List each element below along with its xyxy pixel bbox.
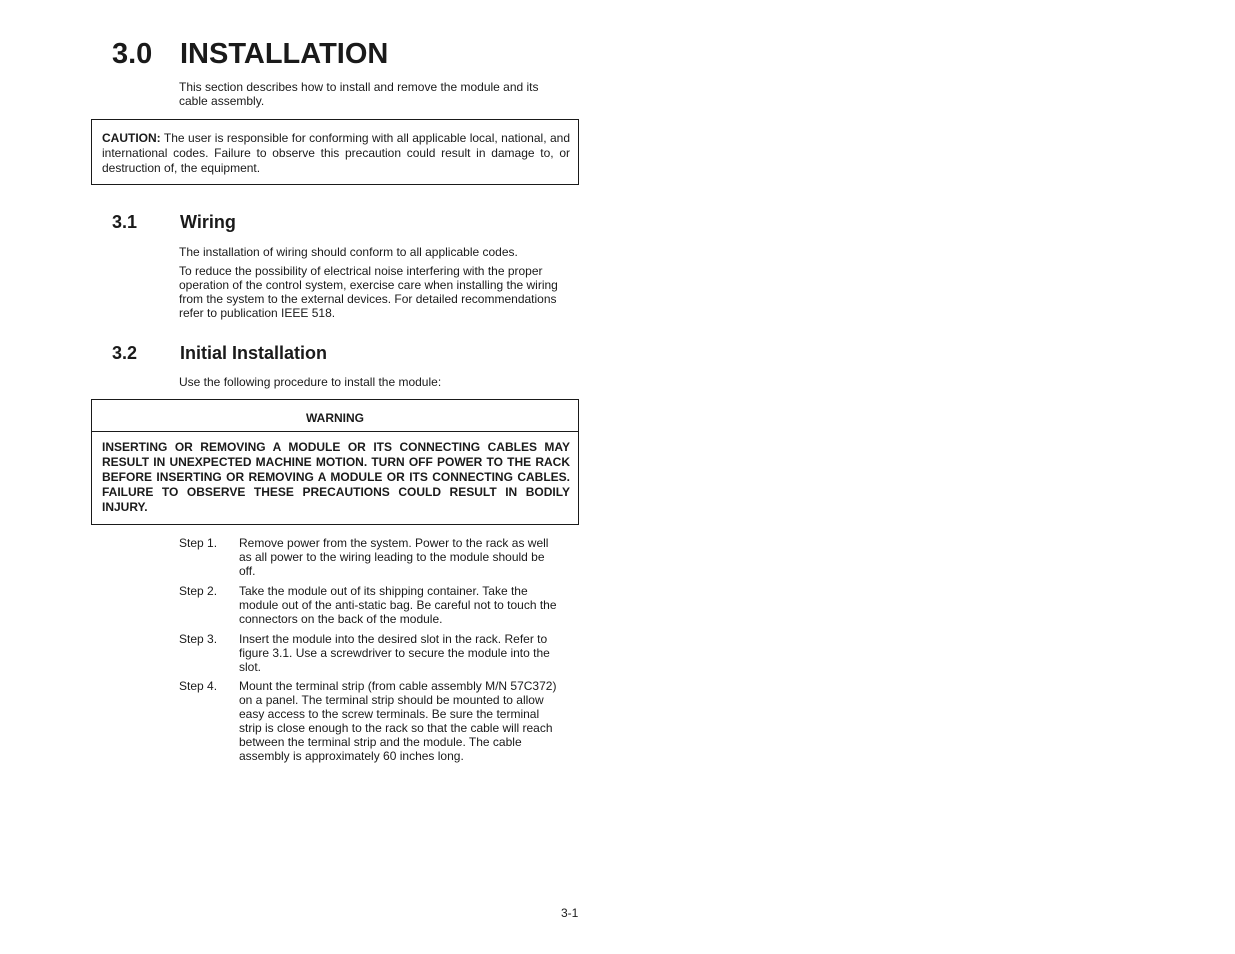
step-label: Step 4. — [179, 679, 218, 693]
caution-label: CAUTION: — [102, 131, 161, 145]
warning-title: WARNING — [92, 400, 578, 432]
step-text: Insert the module into the desired slot in the rack. Refer to figure 3.1. Use a screwdriver to secure the module into the slot. — [239, 632, 550, 674]
wiring-paragraph: To reduce the possibility of electrical noise interfering with the proper operation of the control system, exercise care when installing the wiring from the system to the external devices. For detailed recommendations refer to publication IEEE 518. — [179, 264, 558, 320]
section-title: Initial Installation — [180, 343, 328, 363]
caution-box — [91, 119, 579, 185]
initial-installation-intro: Use the following procedure to install the module: — [179, 375, 442, 389]
wiring-paragraph: The installation of wiring should conform to all applicable codes. — [179, 245, 518, 259]
section-title: Wiring — [180, 212, 236, 232]
step-text: Mount the terminal strip (from cable assembly M/N 57C372) on a panel. The terminal strip should be mounted to allow easy access to the screw terminals. Be sure the terminal strip is close enough to the rack so that the cable will reach between the terminal strip and the module. The cable assembly is approximately 60 inches long. — [239, 679, 557, 763]
chapter-number: 3.0 — [112, 38, 153, 70]
page-number: 3-1 — [561, 906, 579, 920]
caution-paragraph — [102, 131, 570, 176]
chapter-title: INSTALLATION — [180, 38, 389, 70]
step-text: Take the module out of its shipping container. Take the module out of the anti-static bag. Be careful not to touch the connectors on the back of the module. — [239, 584, 557, 626]
warning-box — [91, 399, 579, 525]
step-text: Remove power from the system. Power to the rack as well as all power to the wiring leading to the module should be off. — [239, 536, 549, 578]
section-number: 3.2 — [112, 343, 138, 363]
step-label: Step 2. — [179, 584, 218, 598]
warning-body: INSERTING OR REMOVING A MODULE OR ITS CONNECTING CABLES MAY RESULT IN UNEXPECTED MACHINE MOTION. TURN OFF POWER TO THE RACK BEFORE INSERTING OR REMOVING A MODULE OR ITS CONNECTING CABLES. FAILURE TO OBSERVE THESE PRECAUTIONS COULD RESULT IN BODILY INJURY. — [102, 440, 570, 514]
section-number: 3.1 — [112, 212, 138, 232]
caution-body: The user is responsible for conforming with all applicable local, national, and international codes. Failure to observe this precaution could result in damage to, or destruction of, the equipment. — [102, 131, 570, 175]
chapter-intro: This section describes how to install and remove the module and its cable assembly. — [179, 80, 539, 108]
step-label: Step 1. — [179, 536, 218, 550]
step-label: Step 3. — [179, 632, 218, 646]
